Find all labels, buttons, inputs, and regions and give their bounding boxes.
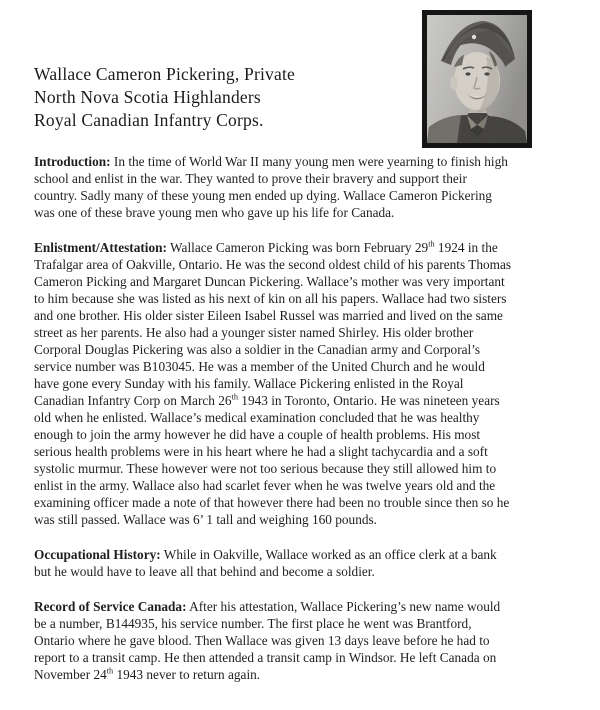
document-body xyxy=(34,153,574,683)
text-line: but he would have to leave all that behind and become a soldier. xyxy=(34,564,375,579)
title-line-2: Royal Canadian Infantry Corps. xyxy=(34,110,264,130)
document-title xyxy=(34,63,295,132)
text-line: report to a transit camp. He then attended a transit camp in Windsor. He left Canada on xyxy=(34,650,497,665)
text-line: was still passed. Wallace was 6’ 1 tall and weighing 160 pounds. xyxy=(34,512,377,527)
text-line: Trafalgar area of Oakville, Ontario. He was the second oldest child of his parents Thomas xyxy=(34,257,512,272)
title-line-0: Wallace Cameron Pickering, Private xyxy=(34,64,295,84)
text-line: to him because she was listed as his next of kin on all his papers. Wallace had two sisters xyxy=(34,291,507,306)
paragraph-record-of-service-canada xyxy=(34,598,574,683)
text-line: street as her parents. He also had a younger sister named Shirley. His older brother xyxy=(34,325,474,340)
text-line: and one brother. His older sister Eileen Isabel Russel was married and lived on the same xyxy=(34,308,503,323)
text-line: Occupational History: While in Oakville, Wallace worked as an office clerk at a bank xyxy=(34,547,497,562)
soldier-portrait-illustration xyxy=(427,15,527,143)
text-line: enlist in the army. Wallace also had scarlet fever when he was twelve years old and the xyxy=(34,478,496,493)
text-line: enough to join the army however he did have a couple of health problems. His most xyxy=(34,427,481,442)
text-line: have gone every Sunday with his family. Wallace Pickering enlisted in the Royal xyxy=(34,376,464,391)
text-line: school and enlist in the war. They wanted to prove their bravery and support their xyxy=(34,171,467,186)
text-line: Canadian Infantry Corp on March 26th 1943 in Toronto, Ontario. He was nineteen years xyxy=(34,392,500,408)
text-line: be a number, B144935, his service number. The first place he went was Brantford, xyxy=(34,616,472,631)
text-line: Cameron Picking and Margaret Duncan Pickering. Wallace’s mother was very important xyxy=(34,274,505,289)
text-line: Record of Service Canada: After his attestation, Wallace Pickering’s new name would xyxy=(34,599,501,614)
paragraph-introduction xyxy=(34,153,574,221)
text-line: Ontario where he gave blood. Then Wallace was given 13 days leave before he had to xyxy=(34,633,490,648)
paragraph-occupational-history xyxy=(34,546,574,580)
text-line: serious health problems were in his heart where he had a slight tachycardia and a soft xyxy=(34,444,488,459)
text-line: Enlistment/Attestation: Wallace Cameron Picking was born February 29th 1924 in the xyxy=(34,239,498,255)
text-line: was one of these brave young men who gave up his life for Canada. xyxy=(34,205,395,220)
text-line: country. Sadly many of these young men ended up dying. Wallace Cameron Pickering xyxy=(34,188,492,203)
title-line-1: North Nova Scotia Highlanders xyxy=(34,87,261,107)
text-line: systolic murmur. These however were not too serious because they still allowed him to xyxy=(34,461,497,476)
text-line: Corporal Douglas Pickering was also a soldier in the Canadian army and Corporal’s xyxy=(34,342,481,357)
soldier-portrait-photo xyxy=(422,10,532,148)
text-line: Introduction: In the time of World War II many young men were yearning to finish high xyxy=(34,154,508,169)
text-line: service number was B103045. He was a member of the United Church and he would xyxy=(34,359,485,374)
paragraph-enlistment-attestation xyxy=(34,239,574,528)
text-line: old when he enlisted. Wallace’s medical examination concluded that he was healthy xyxy=(34,410,480,425)
text-line: examining officer made a note of that however there had been no trouble since then so he xyxy=(34,495,510,510)
text-line: November 24th 1943 never to return again. xyxy=(34,666,261,682)
